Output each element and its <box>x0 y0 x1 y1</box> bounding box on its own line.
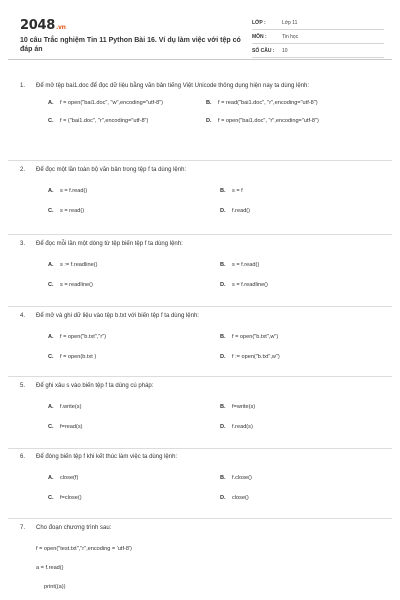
worksheet-title: 10 câu Trắc nghiệm Tin 11 Python Bài 16. Ví dụ làm việc với tệp có đáp án <box>20 37 241 53</box>
option-text: f=close() <box>60 495 82 501</box>
option-text: f = open("bai1.doc", "r",encoding="utf-8") <box>218 118 319 124</box>
question-text: Cho đoạn chương trình sau: <box>36 525 112 531</box>
option-letter: D. <box>220 282 226 288</box>
meta-key: SỐ CÂU : <box>252 47 275 54</box>
option-text: f = open("bai1.doc", "w",encoding="utf-8") <box>60 100 164 106</box>
code-line: a = f.read() <box>36 565 64 571</box>
logo-suffix: .vn <box>55 24 66 31</box>
question-number: 4. <box>20 313 26 319</box>
option-a[interactable] <box>48 100 163 106</box>
option-d[interactable] <box>220 354 280 360</box>
option-text: f.close() <box>232 475 252 481</box>
meta-key: MÔN : <box>252 33 267 40</box>
option-letter: A. <box>48 188 54 194</box>
options <box>20 475 382 515</box>
options <box>20 404 382 444</box>
option-letter: B. <box>220 262 226 268</box>
option-text: s = f <box>232 188 243 194</box>
option-text: s = read() <box>60 208 85 214</box>
question-2 <box>20 166 382 228</box>
option-d[interactable] <box>220 424 253 430</box>
option-text: f = open("b.txt","r") <box>60 334 107 340</box>
option-b[interactable] <box>206 100 318 106</box>
option-letter: B. <box>220 188 226 194</box>
option-text: f.read(s) <box>232 424 253 430</box>
option-d[interactable] <box>220 208 250 214</box>
option-letter: D. <box>220 495 226 501</box>
question-text: Để ghi xâu s vào biến tệp f ta dùng cú pháp: <box>36 383 154 389</box>
option-text: s := f.readline() <box>60 262 98 268</box>
question-1 <box>20 82 382 140</box>
question-number: 7. <box>20 525 26 531</box>
meta-key: LỚP : <box>252 19 266 26</box>
option-text: f = ("bai1.doc", "r",encoding="utf-8") <box>60 118 149 124</box>
option-letter: B. <box>220 475 226 481</box>
option-d[interactable] <box>220 282 268 288</box>
option-b[interactable] <box>220 262 259 268</box>
code-line: f = open("test.txt","r",encoding = 'utf-8') <box>36 546 132 552</box>
option-letter: C. <box>48 495 54 501</box>
option-d[interactable] <box>220 495 249 501</box>
option-letter: D. <box>220 424 226 430</box>
option-c[interactable] <box>48 424 83 430</box>
option-b[interactable] <box>220 404 255 410</box>
option-letter: C. <box>48 354 54 360</box>
question-number: 6. <box>20 454 26 460</box>
option-letter: C. <box>48 118 54 124</box>
divider <box>8 234 392 235</box>
option-text: s = f.readline() <box>232 282 268 288</box>
meta-row-subject <box>252 30 384 44</box>
option-c[interactable] <box>48 208 84 214</box>
question-text: Để đóng biến tệp f khi kết thúc làm việc ta dùng lệnh: <box>36 454 178 460</box>
logo-text: 2048 <box>20 18 55 33</box>
divider <box>8 376 392 377</box>
option-letter: A. <box>48 100 54 106</box>
option-a[interactable] <box>48 404 81 410</box>
option-c[interactable] <box>48 354 96 360</box>
question-6 <box>20 453 382 515</box>
meta-table <box>252 16 384 58</box>
option-b[interactable] <box>220 188 243 194</box>
question-text: Để đọc một lần toàn bộ văn bản trong tệp f ta dùng lệnh: <box>36 167 187 173</box>
question-number: 3. <box>20 241 26 247</box>
option-a[interactable] <box>48 334 106 340</box>
worksheet-page <box>8 6 392 600</box>
option-letter: B. <box>220 334 226 340</box>
option-letter: D. <box>206 118 212 124</box>
option-letter: A. <box>48 475 54 481</box>
option-text: close(f) <box>60 475 79 481</box>
option-letter: B. <box>220 404 226 410</box>
meta-row-count <box>252 44 384 58</box>
question-4 <box>20 312 382 374</box>
option-text: f=write(s) <box>232 404 256 410</box>
option-text: f := open("b.txt",w") <box>232 354 280 360</box>
question-text: Để đọc mỗi lần một dòng từ tệp biến tệp f ta dùng lệnh: <box>36 241 183 247</box>
option-text: f = open("b.txt",w") <box>232 334 279 340</box>
worksheet-header <box>8 6 392 60</box>
option-letter: A. <box>48 262 54 268</box>
option-letter: A. <box>48 404 54 410</box>
meta-value: 10 <box>282 47 288 54</box>
option-letter: C. <box>48 424 54 430</box>
options <box>20 262 382 302</box>
option-c[interactable] <box>48 495 82 501</box>
options <box>20 188 382 228</box>
option-text: s = f.read() <box>60 188 88 194</box>
option-a[interactable] <box>48 475 78 481</box>
meta-row-class <box>252 16 384 30</box>
option-letter: C. <box>48 282 54 288</box>
meta-value: Lớp 11 <box>282 19 298 26</box>
question-5 <box>20 382 382 444</box>
option-text: f = read("bai1.doc", "r",encoding="utf-8") <box>218 100 318 106</box>
option-text: f = open(b.txt ) <box>60 354 97 360</box>
option-letter: B. <box>206 100 212 106</box>
question-3 <box>20 240 382 302</box>
divider <box>8 306 392 307</box>
option-text: s = readline() <box>60 282 93 288</box>
divider <box>8 160 392 161</box>
question-number: 2. <box>20 167 26 173</box>
option-text: f.write(s) <box>60 404 82 410</box>
question-text: Để mở và ghi dữ liệu vào tệp b.txt với biến tệp f ta dùng lệnh: <box>36 313 199 319</box>
option-letter: A. <box>48 334 54 340</box>
option-text: close() <box>232 495 249 501</box>
site-logo[interactable] <box>20 18 66 33</box>
option-text: f.read() <box>232 208 251 214</box>
meta-value: Tin học <box>282 33 299 40</box>
option-b[interactable] <box>220 334 278 340</box>
question-text: Để mở tệp bai1.doc để đọc dữ liệu bằng văn bản tiếng Việt Unicode thông dụng hiện nay ta dùng lệnh: <box>36 83 310 89</box>
divider <box>8 448 392 449</box>
option-c[interactable] <box>48 118 148 124</box>
option-b[interactable] <box>220 475 252 481</box>
option-a[interactable] <box>48 188 87 194</box>
question-7 <box>20 524 382 533</box>
option-letter: C. <box>48 208 54 214</box>
option-letter: D. <box>220 354 226 360</box>
option-c[interactable] <box>48 282 93 288</box>
option-a[interactable] <box>48 262 97 268</box>
option-letter: D. <box>220 208 226 214</box>
divider <box>8 518 392 519</box>
question-number: 5. <box>20 383 26 389</box>
options <box>20 100 382 140</box>
options <box>20 334 382 374</box>
option-d[interactable] <box>206 118 319 124</box>
option-text: f=read(s) <box>60 424 83 430</box>
option-text: s = f.read() <box>232 262 260 268</box>
question-number: 1. <box>20 83 26 89</box>
code-line: print((a)) <box>44 584 66 590</box>
